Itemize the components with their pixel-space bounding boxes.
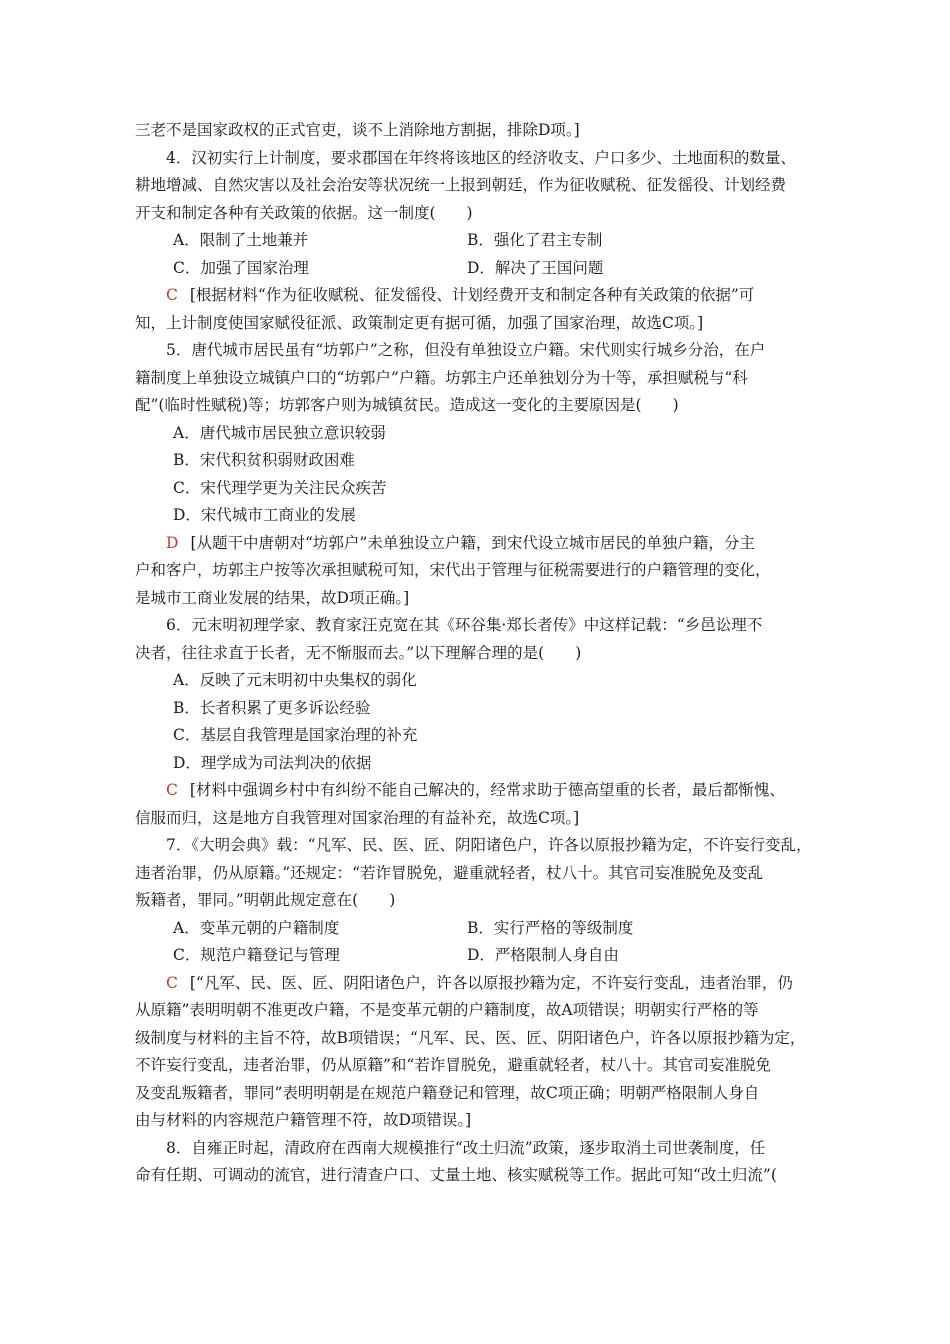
text-line: 及变乱叛籍者，罪同”表明明朝是在规范户籍登记和管理，故C项正确；明朝严格限制人身自 [135, 1083, 760, 1102]
document-body [135, 117, 825, 1190]
text-line: 开支和制定各种有关政策的依据。这一制度( ) [135, 203, 473, 222]
option-a: A．限制了土地兼并 [173, 231, 309, 249]
option-b: B．强化了君主专制 [467, 231, 603, 249]
option-a: A．反映了元末明初中央集权的弱化 [173, 671, 417, 689]
question-6-stem: 6．元末明初理学家、教育家汪克宽在其《环谷集·郑长者传》中这样记载：“乡邑讼理不 [166, 616, 763, 634]
text-line: 耕地增减、自然灾害以及社会治安等状况统一上报到朝廷，作为征收赋税、征发徭役、计划经费 [135, 176, 787, 194]
text-line: 户和客户，坊郭主户按等次承担赋税可知，宋代出于管理与征税需要进行的户籍管理的变化， [135, 561, 771, 579]
text-line: 信服而归，这是地方自我管理对国家治理的有益补充，故选C项。] [135, 808, 580, 827]
text-line: 叛籍者，罪同。”明朝此规定意在( ) [135, 891, 396, 909]
option-d: D．宋代城市工商业的发展 [173, 506, 356, 524]
explanation-text: [从题干中唐朝对“坊郭户”未单独设立户籍，到宋代设立城市居民的单独户籍，分主 [190, 533, 755, 552]
answer-explanation [135, 777, 825, 805]
question-7-options-row [135, 915, 825, 943]
explanation-text: [根据材料“作为征收赋税、征发徭役、计划经费开支和制定各种有关政策的依据”可 [189, 286, 755, 304]
option-c: C．规范户籍登记与管理 [173, 946, 340, 964]
question-4-options-row [135, 227, 825, 255]
question-7-stem: 7．《大明会典》载：“凡军、民、医、匠、阴阳诸色户，许各以原报抄籍为定，不许妄行变乱， [166, 836, 812, 854]
option-a: A．唐代城市居民独立意识较弱 [173, 423, 386, 442]
question-5-stem: 5．唐代城市居民虽有“坊郭户”之称，但没有单独设立户籍。宋代则实行城乡分治，在户 [166, 341, 766, 359]
explanation-text: [“凡军、民、医、匠、阴阳诸色户，许各以原报抄籍为定，不许妄行变乱，违者治罪，仍 [189, 973, 793, 992]
question-4-stem: 4．汉初实行上计制度，要求郡国在年终将该地区的经济收支、户口多少、土地面积的数量、 [166, 148, 796, 167]
answer-explanation [135, 530, 825, 558]
text-line: 三老不是国家政权的正式官吏，谈不上消除地方割据，排除D项。] [135, 121, 580, 139]
answer-explanation [135, 970, 825, 998]
text-line: 是城市工商业发展的结果，故D项正确。] [135, 588, 410, 607]
option-b: B．实行严格的等级制度 [467, 918, 634, 937]
question-7-options-row [135, 942, 825, 970]
answer-letter: C [166, 781, 178, 799]
option-d: D．严格限制人身自由 [467, 946, 619, 964]
option-b: B．长者积累了更多诉讼经验 [173, 698, 371, 717]
text-line: 级制度与材料的主旨不符，故B项错误；“凡军、民、医、匠、阴阳诸色户，许各以原报抄籍为定， [135, 1028, 806, 1047]
text-line: 不许妄行变乱，违者治罪，仍从原籍”和“若诈冒脱免，避重就轻者，杖八十。其官司妄准脱免 [135, 1056, 771, 1074]
option-c: C．加强了国家治理 [173, 258, 309, 277]
text-line: 违者治罪，仍从原籍。”还规定：“若诈冒脱免，避重就轻者，杖八十。其官司妄准脱免及变乱 [135, 863, 764, 882]
option-c: C．基层自我管理是国家治理的补充 [173, 726, 418, 744]
text-line: 从原籍”表明明朝不准更改户籍，不是变革元朝的户籍制度，故A项错误；明朝实行严格的等 [135, 1001, 759, 1019]
option-a: A．变革元朝的户籍制度 [173, 918, 340, 937]
answer-explanation [135, 282, 825, 310]
option-b: B．宋代积贫积弱财政困难 [173, 451, 355, 469]
answer-letter: C [166, 286, 178, 304]
answer-letter: C [166, 973, 178, 992]
option-c: C．宋代理学更为关注民众疾苦 [173, 478, 387, 497]
text-line: 知，上计制度使国家赋役征派、政策制定更有据可循，加强了国家治理，故选C项。] [135, 313, 704, 332]
option-d: D．解决了王国问题 [467, 258, 604, 277]
explanation-text: [材料中强调乡村中有纠纷不能自己解决的，经常求助于德高望重的长者，最后都惭愧、 [189, 781, 785, 799]
text-line: 命有任期、可调动的流官，进行清查户口、丈量土地、核实赋税等工作。据此可知“改土归流”( [135, 1166, 777, 1184]
text-line: 籍制度上单独设立城镇户口的“坊郭户”户籍。坊郭主户还单独划分为十等，承担赋税与“科 [135, 368, 748, 387]
text-line: 配”(临时性赋税)等；坊郭客户则为城镇贫民。造成这一变化的主要原因是( ) [135, 396, 679, 414]
question-4-options-row [135, 255, 825, 283]
text-line: 决者，往往求直于长者，无不惭服而去。”以下理解合理的是( ) [135, 643, 582, 662]
answer-letter: D [166, 533, 179, 552]
text-line: 由与材料的内容规范户籍管理不符，故D项错误。] [135, 1111, 472, 1129]
question-8-stem: 8．自雍正时起，清政府在西南大规模推行“改土归流”政策，逐步取消土司世袭制度，任 [166, 1138, 766, 1157]
option-d: D．理学成为司法判决的依据 [173, 753, 372, 772]
